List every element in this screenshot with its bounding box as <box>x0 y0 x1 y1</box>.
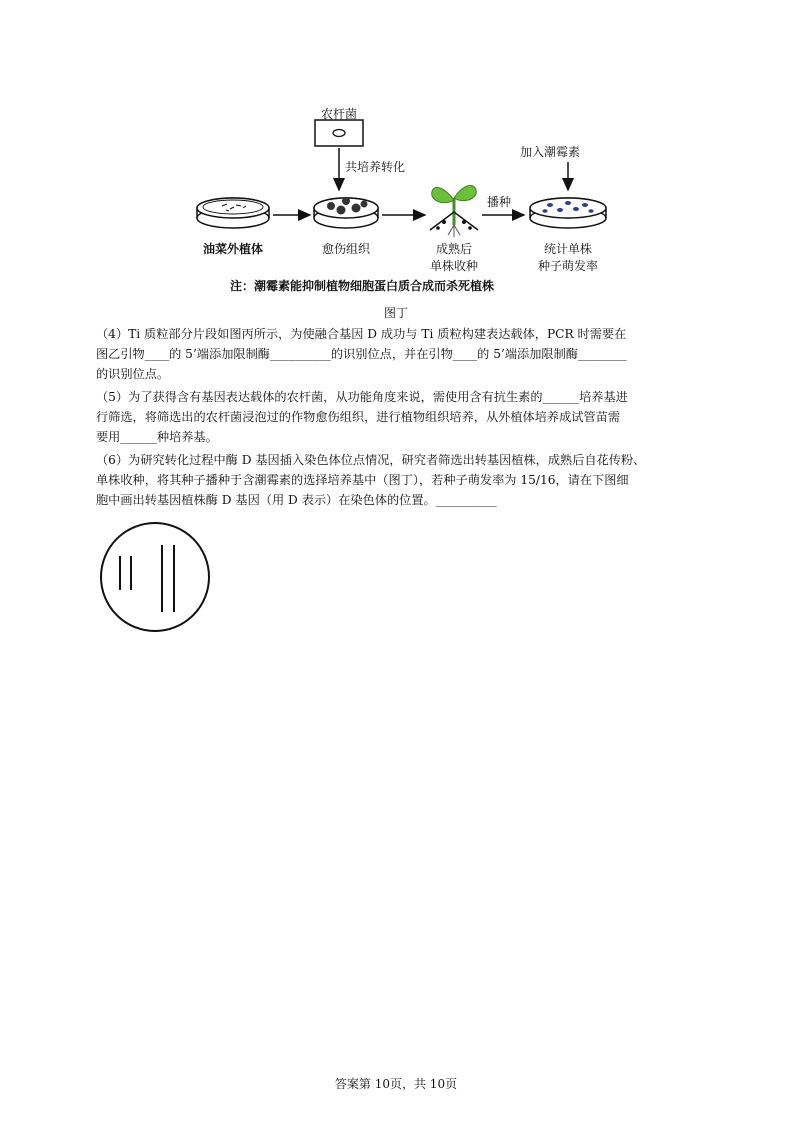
agrobacterium-label: 农杆菌 <box>320 107 357 121</box>
figure-note: 注：潮霉素能抑制植物细胞蛋白质合成而杀死植株 <box>230 279 495 293</box>
add-antibiotic-label: 加入潮霉素 <box>520 145 581 159</box>
coculture-label: 共培养转化 <box>345 160 406 174</box>
question-5-line-2: 行筛选，将筛选出的农杆菌浸泡过的作物愈伤组织，进行植物组织培养，从外植体培养成试管苗需 <box>96 410 621 424</box>
step-label-harvest: 单株收种 <box>429 259 478 273</box>
question-6-line-3: 胞中画出转基因植株酶 D 基因（用 D 表示）在染色体的位置。__________ <box>96 493 497 507</box>
figure-caption: 图丁 <box>383 306 408 320</box>
question-4-line-3: 的识别位点。 <box>96 367 170 381</box>
step-label-count: 统计单株 <box>543 242 592 256</box>
question-6-line-2: 单株收种，将其种子播种于含潮霉素的选择培养基中（图丁），若种子萌发率为 15/16，请在下图细 <box>96 473 629 487</box>
question-5-line-1: （5）为了获得含有基因表达载体的农杆菌，从功能角度来说，需使用含有抗生素的______培养基进 <box>96 390 628 404</box>
question-4-line-2: 图乙引物____的 5’端添加限制酶__________的识别位点，并在引物____的 5’端添加限制酶________ <box>96 347 627 361</box>
step-label-explant: 油菜外植体 <box>202 242 263 256</box>
question-6-line-1: （6）为研究转化过程中酶 D 基因插入染色体位点情况，研究者筛选出转基因植株，成熟后自花传粉、 <box>96 453 646 467</box>
page-footer: 答案第 10页，共 10页 <box>334 1077 458 1091</box>
cell-outline <box>101 523 209 631</box>
question-5-line-3: 要用______种培养基。 <box>96 430 218 444</box>
sowing-label: 播种 <box>487 195 512 209</box>
step-label-mature: 成熟后 <box>435 242 472 256</box>
question-4-line-1: （4）Ti 质粒部分片段如图丙所示，为使融合基因 D 成功与 Ti 质粒构建表达载体，PCR 时需要在 <box>96 327 627 341</box>
step-label-germination: 种子萌发率 <box>537 259 598 273</box>
step-label-callus: 愈伤组织 <box>321 242 370 256</box>
